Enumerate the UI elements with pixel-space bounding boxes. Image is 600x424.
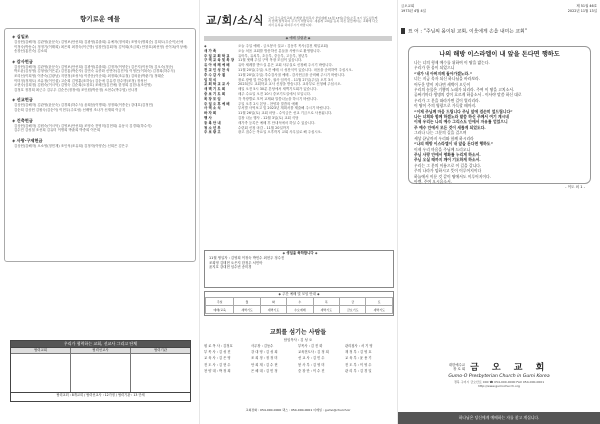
schedule-day: 주일 [206,298,234,306]
birthday-box [204,250,394,288]
poem-line: 이제 우리는 나의 예수 그리스도 안에서 자유를 얻었으니 [414,119,508,125]
news-item-label: 바 자 회 [204,111,217,116]
staff-member: 중 창 단 : 이 수 진 [298,368,325,373]
news-item-text: 주일 오후 2시 본당 - 찬양과 말씀의 예배 [238,101,299,106]
offering-names: 이미정(정재도) 조유정(이인섭) 고순희 김영훈(조하늘) 김순애 김유경 한수명(조정) 정성선 [14,78,147,83]
schedule-day: 목 [313,298,339,306]
poem-line: 나는 너희와 함께 하겠노라 말씀 하신 주께서 여기 계시네 [414,114,509,120]
cover-column [398,0,600,424]
news-item-label: 교 회 학 교 교 사 [204,82,230,87]
offering-names: 김수민 김성철 조선희 김유미 이명희 박춘희 박종희 이은희 [14,128,101,133]
birthday-names: 윤지호 강대현 임수빈 송미경 [209,265,252,270]
offering-section [12,118,195,133]
news-item-label: 중 보 기 도 회 [204,91,226,96]
staff-member: 전 도 사 : 김 현 수 [204,362,231,367]
news-item-label: 청 소 년 부 [204,125,221,130]
schedule-event: 수요예배 [287,306,313,314]
news-item-label: 유 아 세 례 예 배 [204,63,230,68]
news-item-label: ◈ [204,44,207,48]
news-item-label: 주 보 광 고 [204,130,221,135]
poem-box [408,46,591,190]
news-item-label: 새 벽 기 도 회 [204,87,226,92]
poem-line: 우리가 그 분을 따라가면 길이 열리리라. [414,97,480,103]
news-item-label: 추 수 감 사 절 [204,72,226,77]
staff-member: 교육전도사 : 김 정 희 [298,350,329,355]
directory-col-agencies: 협력기관 [131,348,190,392]
news-item-text: 새가족 등록은 예배 후 안내석에서 하실 수 있습니다. [238,120,316,125]
offerings-box [4,15,196,262]
cover-footer: 하나님은 당신에게 예배하는 자를 찾고 계십니다. [398,412,600,424]
staff-member: 봉 사 부 : 김 영 미 [298,362,325,367]
directory-col-churches: 협력교회 [11,348,71,392]
partner-directory [10,340,191,402]
contact-footer: 교회전화 : 054-000-0000 팩스 : 054-000-0001 이메일 : gumo@church.kr [245,408,351,412]
poem-line: “나의 해방 이스라엘이 내 앞을 돈다면 행하도” [414,141,493,147]
schedule-day: 화 [260,298,286,306]
staff-member: 안 희 재 : 김 수 현 [251,362,278,367]
staff-member: 선 교 사 : 김 민 수 [298,356,325,361]
news-item-text: 수련회 신청 마감 - 11월 20일까지 [238,125,290,130]
poem-line: 우리의 눈물은 기쁨의 노래가 되리라. 주여 이 땅을 고치소서. [414,87,515,93]
news-item-text: 매주 수요일 오전 10시 중보기도실에서 모입니다. [238,91,312,96]
staff-member: 사무장 : 김동수 [251,344,274,348]
news-item-label: 행 사 [204,115,212,120]
poem-title: 나의 해방 이스라엘이 내 앞을 돈다면 행하도 [439,51,560,58]
birthday-names: 11월 생일자 : 김영희 이정숙 박민수 최현주 정수진 [209,255,285,260]
staff-member: 교 육 부 : 윤 용 기 [345,356,372,361]
directory-footer: 협력교회 : 8개교회 / 협력선교사 : 12가정 / 협력기관 : 13 단체 [11,392,190,398]
poem-line: 우리는 그 분의 이름으로 이 길을 갑니다. [414,162,482,168]
founding-info: 금오교회 1973년 4월 4일 [401,4,426,13]
staff-member: 찬 양 대 : 박 정 희 [204,368,231,373]
staff-member: 원 로 목 사 : 김정호 [204,344,233,348]
news-item-text: 장로 장립 및 안수집사, 권사 임직식 - 11월 27일(주일) 오후 3시 [238,77,334,82]
directory-title: 우리가 협력하는 교회, 선교사 그리고 단체 [11,341,190,347]
schedule-event: 금요기도 [340,306,366,314]
news-item-label: 등 록 안 내 [204,120,221,125]
staff-member: 관리집사 : 서 기 영 [345,344,373,348]
news-item-text: 오늘 처음 교회를 방문하신 분들을 사랑으로 환영합니다. [238,48,321,53]
news-list [204,44,392,135]
schedule-day: 토 [366,298,393,306]
offering-names: 김상헌(김해자) 김관영(윤문숙) 김영보(안선희) 김광영(류춘희) 유예자(정석화) 조영숙(명희순) 김희도(우순이)신애 [14,40,184,44]
birthday-names: 조희영 김태현 오은지 한정우 서민아 [209,260,263,265]
staff-member: 전 도 부 : 이 영 수 [345,362,372,367]
news-column [199,0,398,424]
offering-section [12,34,195,54]
weekly-schedule [204,291,394,316]
poem-line: 나는 너의 형제 예수를 위하여 이 땅을 밟는다. [414,60,490,65]
schedule-event: 새벽기도 [366,306,393,314]
offering-names: 김상헌(김해자) 김관영(윤문숙) 김경희(하수식) 윤희삼(이병희) 정정희(이종순) 강대호(김정민) [14,103,154,108]
offering-names: 오현숙(심희정) 김원숙(이시덕) 김영숙 김순희(오창호) 조혜인(김진애) 한정희 김한나(조선영) [14,83,152,88]
poem-line: “내가 내 아버지께 돌아가겠노라.” [414,70,473,76]
poem-line: 주님 오실 때까지 깨어 기도하게 하소서. [414,157,481,163]
staff-member: 은 혜 대 : 김 민 정 [251,368,278,373]
poem-line: 이 땅이 주의 영광으로 가득할 때까지. [414,103,477,109]
schedule-day: 수 [287,298,313,306]
news-item-text: 11월 26일(토) 교회 마당 - 수익금은 선교 기금으로 사용됩니다. [238,111,333,116]
offering-section [12,138,195,149]
news-item-text: 각 목장별로 모여 교제와 말씀나눔을 하시기 바랍니다. [238,96,318,101]
news-item-text: 광고 접수는 목요일 오후까지 교회 사무실로 해 주십시오. [238,130,322,135]
offering-section-title: ◈ 십일조 [12,34,29,39]
staff-pastor: 담임목사 : 김 성 오 [283,338,313,342]
poem-line: 하늘에서 이룬 것 같이 땅에서도 이루어지이다. [414,173,491,179]
news-item-label: 주 일 오 후 예 배 [204,101,230,106]
offering-names: 김정호 정경희 최근주 김무우 김순은(정정애) 조인원(박운정) 소현수(박주엽) 신나경 [14,87,138,92]
staff-member: 부 목 사 : 김 성 진 [204,350,231,355]
news-item-label: 주 일 교 회 학 교 [204,53,230,58]
news-item-text: 오늘 주일 예배 - 금오봉사 설교 : 김동후 목사(김천 제일교회) [238,44,329,48]
news-item [204,130,392,135]
offering-section-title: ◈ 선교헌금 [12,97,33,103]
church-name-english: Gumo-O Presbyterian Church in Gumi Korea [448,374,550,379]
news-item-text: 김장 나눔 행사 - 12월 3일(토) 교회 식당 [238,115,299,120]
poem-line: 너는 지금 목자 되신 하나님을 바라보라. [414,76,480,82]
schedule-event: 예배/교육 [206,306,234,314]
news-item-text: 부서별 사역보고 및 2023년 계획서를 제출해 주시기 바랍니다. [238,106,331,111]
news-item-label: 구 역 교 육 및 목 장 [204,58,235,63]
poem-line: 골짜기마다 생명의 강이 흐르게 하옵소서 - 이사야 말씀 하신 대로 [414,92,522,98]
schedule-event: 새벽기도 [313,306,339,314]
staff-member: 강 대 영 : 김 성 희 [251,350,278,355]
issue-info: 제 51권 46호 2022년 11월 13일 [567,4,597,13]
church-motto: 표 어 : “주님의 몸이된 교회, 이웃에게 손을 내미는 교회” [401,28,597,36]
church-identity [401,360,597,388]
offerings-column [0,0,199,424]
offering-names: 김순희 김상헌 김원숙(김순이) 이현우(주호성) 선배영 조나가 신재희 이금지 [14,107,126,112]
news-item-label: 새 가 족 [204,48,217,53]
offering-section-title: ◈ 건축헌금 [12,117,33,123]
poem-line: 이제 우리 마음을 주님께 드리오니 [414,146,471,152]
church-name: 금 오 교 회 [470,363,550,373]
offering-section-title: ◈ 감사헌금 [12,58,33,64]
offering-names: 박도윤(김성영) 김형성(이은분) 김진홍(박순자) 김연숙 유종화 신연아(김진이) 이영은(이복숙) 김경희(하수식) [14,69,175,74]
schedule-event: 새벽기도 [234,306,260,314]
church-address: 경북 구미시 금오산로 000 ☎ 054-000-0000 FAX 054-000-0001 [453,380,545,384]
poem-line: 세상 끝날까지 우리와 함께 하시리라 [414,135,474,141]
news-item-text: 유아 세례를 받으실 분은 교회 사무실로 신청해 주시기 바랍니다. [238,63,333,68]
schedule-day: 월 [234,298,260,306]
news-item-text: 2023년도 교회학교 교사 신청을 받습니다. 교육부로 신청해 주십시오. [238,82,342,87]
denomination: 대한예수교 장 로 회 [448,362,466,371]
news-item-text: 11월 20일(주일) 추수감사절 예배 - 감사헌금을 준비해 주시기 바랍니다. [238,72,346,77]
poem-line: 주님 사랑 안에서 평화를 누리게 하소서. [414,151,481,157]
schedule-title: ◈ 주간 예배 및 모임 안내 ◈ [278,292,320,296]
poem-line: “이제 주님께 마음 드립니다 주님 앞에 겸손히 엎드립니다” [414,108,513,114]
news-title: 교/회/소/식 [206,14,265,27]
offerings-title: 향기로운 예물 [80,15,120,23]
poem-line: 그러나 나는 그분의 길을 걸으며 [414,130,467,136]
offering-names: 송창선(홍진숙) 김소희 [14,49,48,54]
birthday-title: ◈ 생일을 축하합니다 ◈ [282,251,318,255]
schedule-event: 새벽기도 [260,306,286,314]
offering-names: 김상헌(김해자) 김관영(윤문숙) 김영보(안선희) 김광영(류춘희) 김정자(이양순) 김은지(이동하) 김오숙(정준) [14,64,174,69]
poem-line: 주의 나라가 임하시고 뜻이 이루어지이다 [414,168,482,174]
staff-member: 부목사 : 김 진 화 [298,344,323,348]
news-item-text: 11월 셋째 주일 구역 목장 모임이 있습니다. [238,58,303,63]
offering-names: 조리선(이희영) 이종숙(김광남) 지현정(조성석) 이종운(이준희) 최정희(조유철) 김외윤(박춘기) 정래순 [14,73,165,78]
offering-section [12,97,195,112]
schedule-day: 금 [340,298,366,306]
directory-col-missionaries: 협력선교사 [71,348,131,392]
news-item-text: 11월 20일(주일) 오전 예배 시 성찬식이 있습니다. 마음을 준비하여 주십시오. [238,67,353,72]
staff-section [204,328,392,402]
motto-bar-icon [401,28,405,34]
offering-section-title: ◈ 사랑·구제헌금 [12,137,43,143]
staff-member: 관 리 부 : 김 경 일 [345,368,372,373]
staff-member: 교 육 사 : 김 은 영 [204,356,231,361]
news-item-text: 유아부, 유치부, 초등부, 중등부, 고등부, 청년부 [238,53,308,58]
news-item-label: 사 역 소 식 [204,106,221,111]
poem-line: 어두운 밤이 지나면 새벽이 오듯이 [414,81,471,87]
church-website: http://www.gumochurch.org [478,384,520,389]
offering-section [12,59,195,93]
poem-line: 아멘. 주여 오시옵소서. [414,178,452,184]
poem-line: 주 예수 안에서 모든 것이 새롭게 되었도다. [414,124,486,130]
worship-band: ◈ 예배 알림판 ◈ [204,36,392,41]
news-item-label: 목 장 모 임 [204,96,221,101]
poem-signature: - 이도 외 1 - [565,185,585,190]
offering-names: 이정숙(박동수) 정정기(이태희) 최은희 최경숙(이근방) 임창민(김회자) 김덕희(조금희) 안창호(최선영) 신이옥(이상애) [14,44,188,49]
news-item-text: 매일 오전 5시 30분 본당에서 새벽기도회가 있습니다. [238,87,318,92]
schedule-table [205,297,393,314]
poem-line: 우리가 한 몸이 되었으니 [414,65,455,71]
news-item-label: 임 직 식 [204,77,217,82]
staff-member: 재 정 부 : 김 영 호 [345,350,372,355]
news-item-label: 전 교 인 성 찬 식 [204,67,230,72]
offering-names: 김상헌(김해자) 김원숙(이시덕) 김영보(안선희) 조영숙 전영미(김현희) 유동국 김경희(하수식) [14,123,152,128]
offering-names: 김상헌(김해자) 오소영(정민재) 조인석(조유희) 김정자(이양순) 신희은 김은주 [14,143,129,148]
staff-title: 교회를 섬기는 사람들 [269,329,327,336]
news-note: 구미 금오중앙교회 조계향 담임목사 부임예배 11월 13일(주일)오후 3시 성도님들께서 함께 참석하여 주시기 바랍니다. 새롭게 교회를 등록 하신 분들께서는 교회에 나오셔서 등록을 하여주시기 바랍니다. [268,15,379,28]
staff-row [204,368,392,374]
staff-member: 조 희 정 : 정 정 미 [251,356,278,361]
